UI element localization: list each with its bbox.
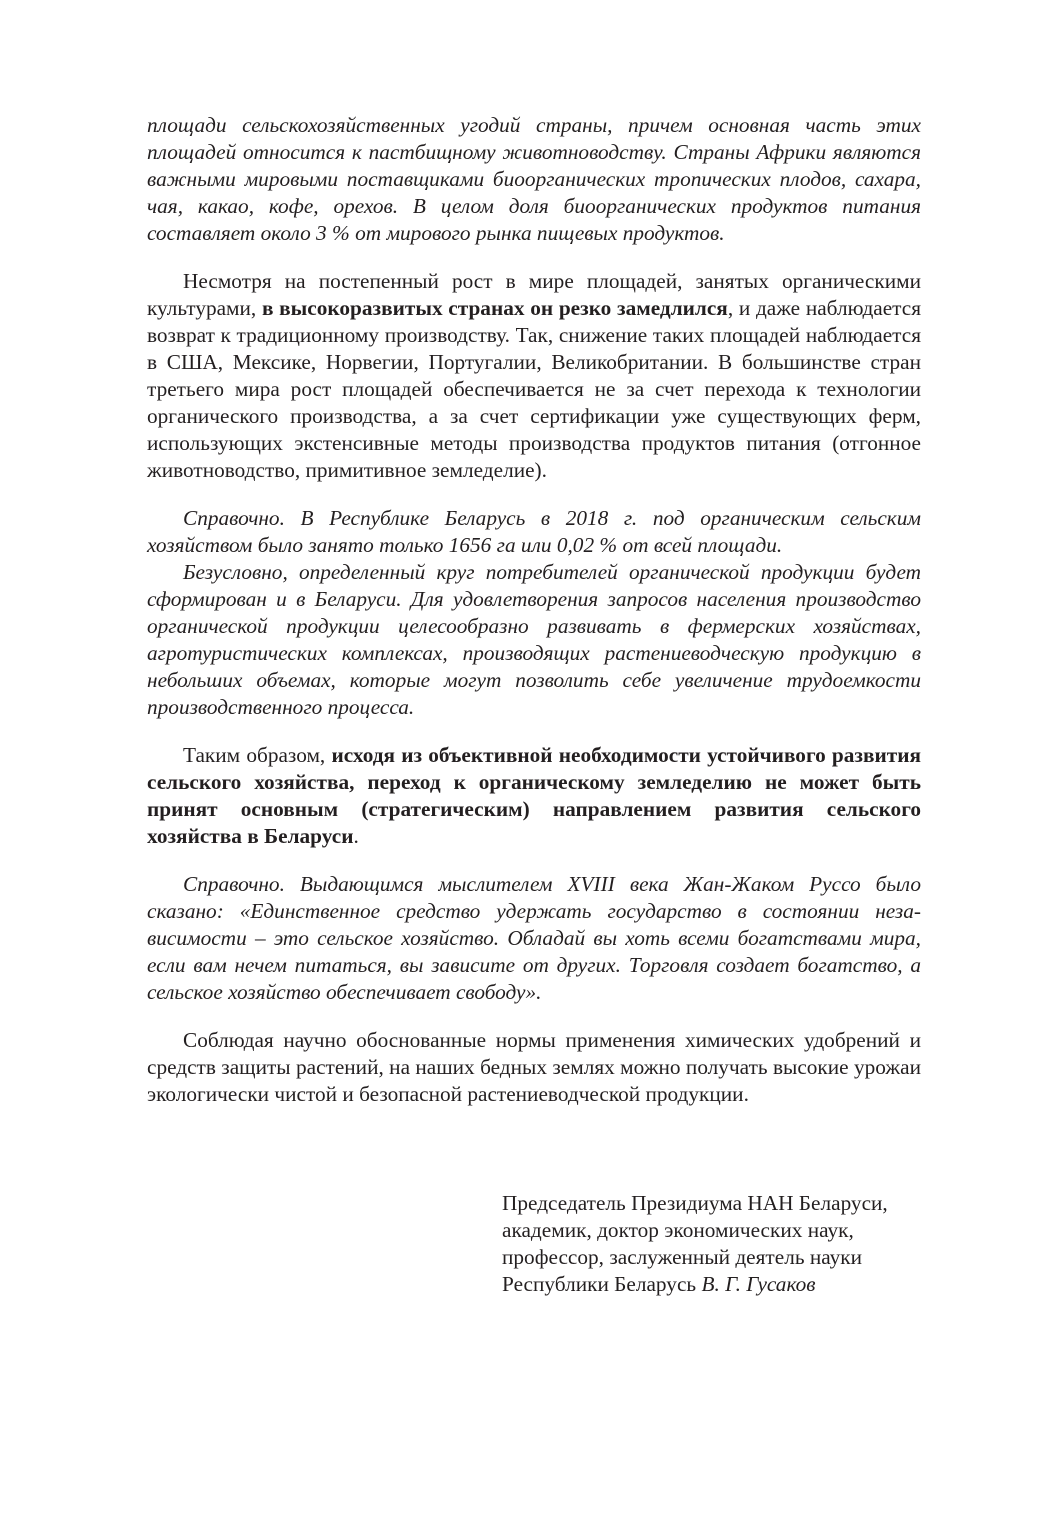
signature-author-name: В. Г. Гусаков — [701, 1272, 816, 1296]
paragraph-conclusion-emphasis: исходя из объективной необходимости устойчивого развития сельского хозяйства, переход к органическому земледелию не может быть принят основным (стратегическим) направлением развития сельского хозяйства в Беларуси — [147, 743, 921, 848]
paragraph-slowdown-text-c: , и даже наблюдается возврат к традиционному производству. Так, снижение таких площадей наблюдается в США, Мексике, Норвегии, Португалии, Великобритании. В большинстве стран третьего мира рост площадей обеспечивается не за счет перехода к технологии органического производства, а за счет сертификации уже существующих ферм, использующих экстенсивные методы производства продуктов питания (отгонное животноводство, примитивное земледелие). — [147, 296, 921, 482]
signature-line-2: академик, доктор экономических наук, — [502, 1218, 854, 1242]
signature-line-1: Председатель Президиума НАН Беларуси, — [502, 1191, 888, 1215]
paragraph-organic-areas: площади сельскохозяйственных угодий страны, причем основная часть этих площадей относится к пастбищному животноводству. Страны Африки являются важными мировыми поставщиками биоорганических тропических плодов, сахара, чая, какао, кофе, орехов. В целом доля биоорганических продуктов питания составляет около 3 % от мирового рынка пищевых продуктов. — [147, 113, 921, 245]
paragraph-slowdown — [147, 268, 921, 484]
paragraph-slowdown-emphasis: в высокоразвитых странах он резко замедлился — [261, 296, 728, 320]
paragraph-fertilizers: Соблюдая научно обоснованные нормы применения химических удобрений и средств защиты растений, на наших бедных землях можно получать высокие урожаи экологически чистой и безопасной растениеводческой продукции. — [147, 1028, 921, 1106]
paragraph-conclusion — [147, 742, 921, 850]
reference-note-belarus: Справочно. В Республике Беларусь в 2018 г. под органическим сельским хозяйством было занято только 1656 га или 0,02 % от всей площади. — [147, 506, 921, 557]
reference-note-rousseau: Справочно. Выдающимся мыслителем XVIII века Жан-Жаком Руссо было сказано: «Единственное средство удержать государство в состоянии независимости – это сельское хозяйство. Обладай вы хоть всеми богатствами мира, если вам нечем питаться, вы зависите от других. Торговля создает богатство, а сельское хозяйство обеспечивает свободу». — [147, 872, 921, 1004]
document-body — [147, 112, 921, 1108]
paragraph-conclusion-text-c: . — [353, 824, 359, 848]
signature-line-3: профессор, заслуженный деятель науки — [502, 1245, 863, 1269]
signature-block — [502, 1190, 932, 1298]
paragraph-consumers: Безусловно, определенный круг потребителей органической продукции будет сформирован и в Беларуси. Для удовлетворения запросов населения производство органической продукции целесообразно развивать в фермерских хозяйствах, агротуристических комплексах, производящих растениеводческую продукцию в небольших объемах, которые могут позволить себе увеличение трудоемкости производственного процесса. — [147, 560, 921, 719]
paragraph-slowdown-text-a: Несмотря на постепенный рост в мире площадей, занятых органическими культурами, — [147, 269, 921, 320]
paragraph-conclusion-text-a: Таким образом, — [183, 743, 332, 767]
signature-line-4-prefix: Республики Беларусь — [502, 1272, 702, 1296]
signature-line-4 — [502, 1271, 932, 1298]
